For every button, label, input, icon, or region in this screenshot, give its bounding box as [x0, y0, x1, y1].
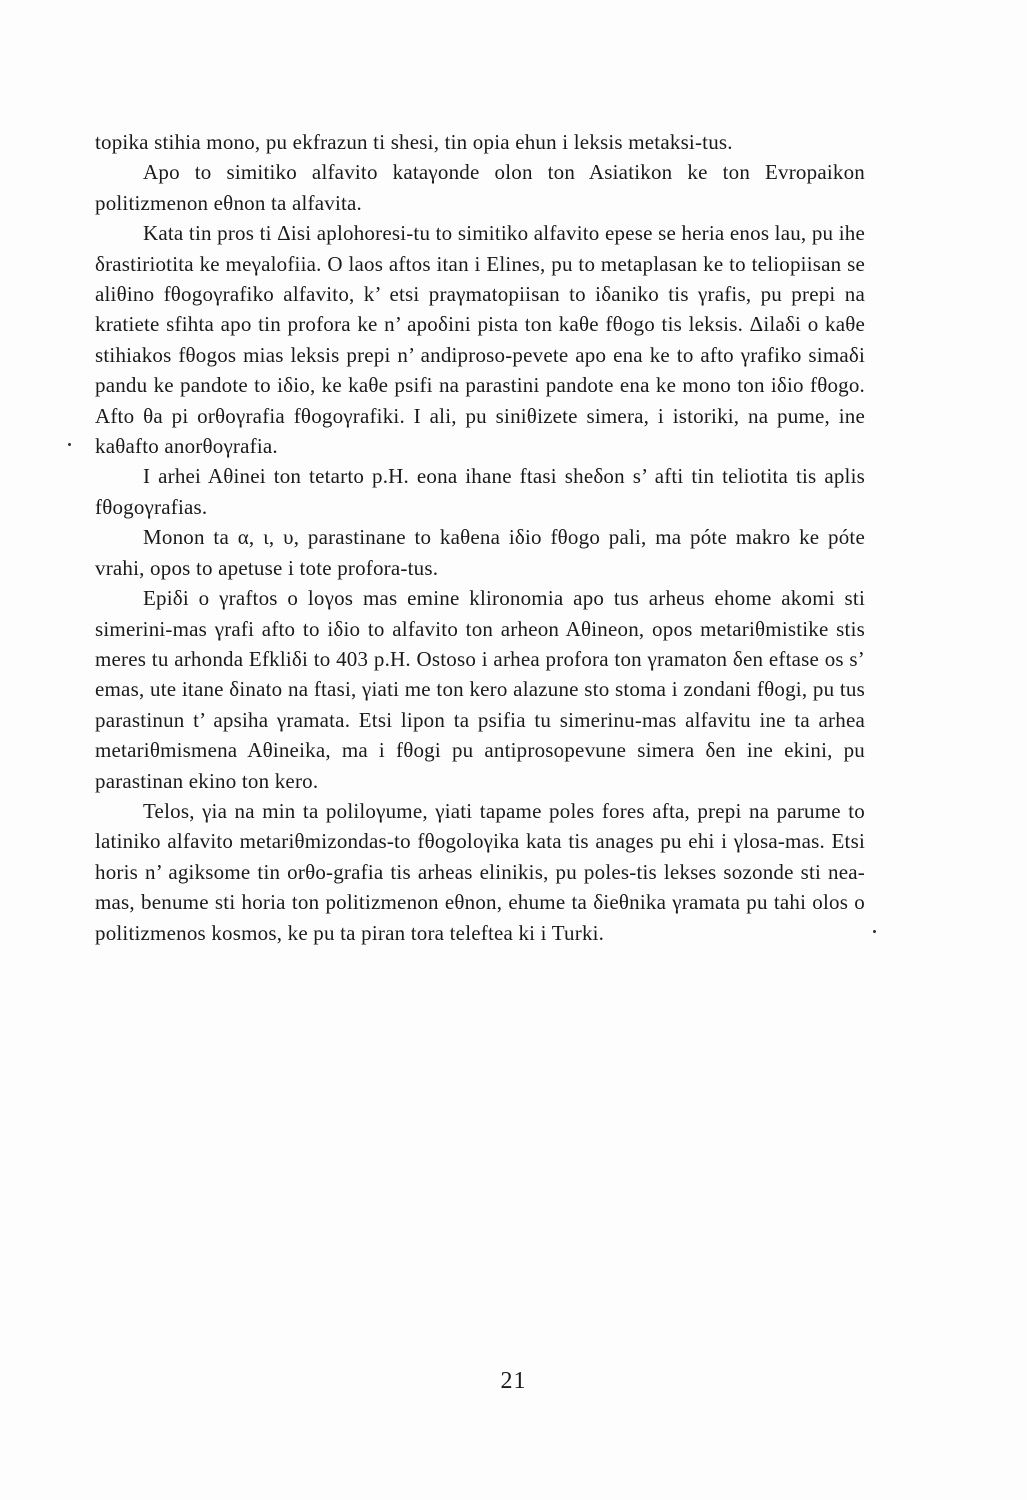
paragraph-2: Apo to simitiko alfavito kataγonde olon ton Asiatikon ke ton Evropaikon politizmenon eθnon ta alfavita. — [95, 160, 865, 215]
paragraph-3: Kata tin pros ti Δisi aplohoresi-tu to simitiko alfavito epese se heria enos lau, pu ihe δrastiriotita ke meγalofiia. O laos aftos itan i Elines, pu to metaplasan ke to teliopiisan se aliθino fθogoγrafiko alfavito, k’ etsi praγmatopiisan to iδaniko tis γrafis, pu prepi na kratiete sfihta apo tin profora ke n’ apoδini pista ton kaθe fθogo tis leksis. Δilaδi o kaθe stihiakos fθogos mias leksis prepi n’ andiproso-pevete apo ena ke to afto γrafiko simaδi pandu ke pandote to iδio, ke kaθe psifi na parastini pandote ena ke mono ton iδio fθogo. Afto θa pi orθoγrafia fθogoγrafiki. I ali, pu siniθizete simera, i istoriki, na pume, ine kaθafto anorθoγrafia. — [95, 221, 865, 459]
page-number: 21 — [500, 1368, 527, 1394]
paragraph-4: I arhei Aθinei ton tetarto p.H. eona ihane ftasi sheδon s’ afti tin teliotita tis aplis fθogoγrafias. — [95, 464, 865, 519]
scan-speck — [68, 443, 71, 446]
paragraph-6: Epiδi o γraftos o loγos mas emine klironomia apo tus arheus ehome akomi sti simerini-mas γrafi afto to iδio to alfavito ton arheon Aθineon, opos metariθmistike stis meres tu arhonda Efkliδi to 403 p.H. Ostoso i arhea profora ton γramaton δen eftase os s’ emas, ute itane δinato na ftasi, γiati me ton kero alazune sto stoma i zondani fθogi, pu tus parastinun t’ apsiha γramata. Etsi lipon ta psifia tu simerinu-mas alfavitu ine ta arhea metariθmismena Aθineika, ma i fθogi pu antiprosopevune simera δen ine ekini, pu parastinan ekino ton kero. — [95, 586, 865, 793]
body-text — [95, 127, 865, 948]
scan-speck — [873, 930, 876, 933]
paragraph-1: topika stihia mono, pu ekfrazun ti shesi, tin opia ehun i leksis metaksi-tus. — [95, 130, 733, 154]
paragraph-5: Monon ta α, ι, υ, parastinane to kaθena iδio fθogo pali, ma póte makro ke póte vrahi, opos to apetuse i tote profora-tus. — [95, 525, 865, 580]
paragraph-7: Telos, γia na min ta poliloγume, γiati tapame poles fores afta, prepi na parume to latiniko alfavito metariθmizondas-to fθogoloγika kata tis anages pu ehi i γlosa-mas. Etsi horis n’ agiksome tin orθo-grafia tis arheas elinikis, pu poles-tis lekses sozonde sti nea-mas, benume sti horia ton politizmenon eθnon, ehume ta δieθnika γramata pu tahi olos o politizmenos kosmos, ke pu ta piran tora teleftea ki i Turki. — [95, 798, 865, 945]
